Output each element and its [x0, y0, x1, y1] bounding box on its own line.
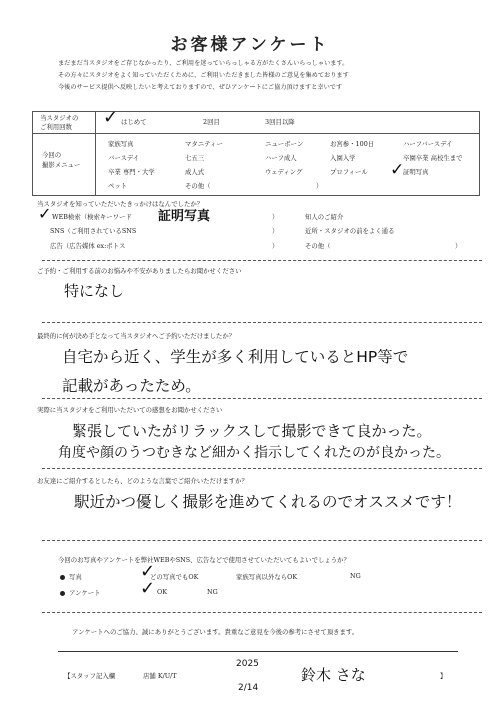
q1-option-ad[interactable]: 広告（広告媒体 ex:ポトス: [50, 242, 126, 250]
q1-option-referral[interactable]: 知人のご紹介: [305, 213, 344, 221]
q3-answer-line-1: 自宅から近く、学生が多く利用しているとHP等で: [62, 348, 409, 366]
q1-option-other[interactable]: その他（: [305, 242, 331, 250]
q1-web-close-paren: ）: [272, 213, 279, 221]
q3-answer-line-2: 記載があったため。: [62, 377, 201, 395]
q6-survey-label: [60, 588, 101, 597]
usage-checkmark-icon: ✓: [103, 107, 119, 128]
menu-label-1: 今回の: [42, 151, 62, 159]
menu-option-half-adult[interactable]: ハーフ成人: [265, 154, 297, 162]
q1-option-web[interactable]: WEB検索（検索キーワード: [52, 213, 132, 221]
q3-divider: [42, 398, 482, 399]
footer-divider: [58, 651, 458, 652]
menu-label-2: 撮影メニュー: [42, 161, 81, 169]
q4-question: 実際に当スタジオをご利用いただいての感想をお聞かせください: [37, 406, 223, 414]
q6-question: 今回のお写真やアンケートを弊社WEBやSNS、広告などで使用させていただいてもよいでしょうか？: [58, 556, 350, 564]
q1-ad-close-paren: ）: [272, 242, 279, 250]
q2-divider: [42, 322, 482, 323]
bullet-icon: [60, 591, 65, 596]
q6-photo-label-text: 写真: [69, 573, 82, 581]
thanks-message: アンケートへのご協力、誠にありがとうございます。貴重なご意見を今後の参考にさせて頂きます。: [72, 628, 359, 636]
q4-answer-line-1: 緊張していたがリラックスして撮影できて良かった。: [72, 422, 432, 440]
intro-line-1: まだまだ当スタジオをご存じなかったり、ご利用を迷っていらっしゃる方がたくさんいらっしゃいます。: [58, 60, 349, 67]
q2-question: ご予約・ご利用する前のお悩みや不安がありましたらお聞かせください: [37, 267, 242, 275]
menu-option-entrance[interactable]: 入園入学: [330, 154, 356, 162]
menu-option-graduation-univ[interactable]: 卒業 専門・大学: [108, 168, 155, 176]
q6-photo-checkmark-icon: ✓: [140, 561, 156, 582]
bullet-icon: [60, 575, 65, 580]
q1-keyword-answer: 証明写真: [158, 209, 211, 224]
menu-option-graduation-hs[interactable]: 卒園卒業 高校生まで: [403, 154, 463, 162]
menu-option-half-birthday[interactable]: ハーフバースデイ: [403, 140, 453, 148]
usage-option-first[interactable]: はじめて: [121, 118, 147, 126]
q3-question: 最終的に何が決め手となって当スタジオへご予約いただけましたか？: [37, 332, 236, 340]
menu-option-coming-of-age[interactable]: 成人式: [185, 168, 205, 176]
menu-other-close-paren: ）: [316, 182, 323, 190]
menu-option-profile[interactable]: プロフィール: [330, 168, 368, 176]
staff-date-day: 2/14: [238, 683, 259, 693]
staff-date-year: 2025: [236, 659, 259, 669]
q6-photo-option-any[interactable]: どの写真でもOK: [150, 573, 199, 581]
menu-option-omiyamairi[interactable]: お宮参・100日: [330, 140, 375, 148]
q1-option-sns[interactable]: SNS（ご利用されているSNS: [50, 227, 137, 235]
staff-store: 店舗 K/U/T: [143, 672, 177, 680]
q5-divider: [42, 540, 482, 541]
usage-label-2: ご利用回数: [40, 123, 72, 131]
staff-close-bracket: 】: [440, 672, 447, 680]
menu-option-maternity[interactable]: マタニティー: [185, 140, 223, 148]
q1-other-close-paren: ）: [455, 242, 462, 250]
menu-option-other[interactable]: その他（: [185, 182, 211, 190]
menu-option-id-photo[interactable]: 証明写真: [403, 168, 429, 176]
q5-answer: 駅近かつ優しく撮影を進めてくれるのでオススメです！: [74, 493, 462, 511]
q1-divider: [42, 260, 482, 261]
q4-answer-line-2: 角度や顔のうつむきなど細かく指示してくれたのが良かった。: [58, 445, 450, 461]
table-vertical-divider: [95, 111, 96, 195]
q6-photo-label: [60, 572, 82, 581]
q1-sns-close-paren: ）: [272, 227, 279, 235]
usage-option-third[interactable]: 3回目以降: [265, 118, 295, 126]
menu-option-newborn[interactable]: ニューボーン: [265, 140, 304, 148]
page-title: お客様アンケート: [170, 35, 330, 55]
q4-divider: [42, 468, 482, 469]
intro-line-3: 今後のサービス提供へ反映したいと考えておりますので、ぜひアンケートにご協力頂けますと幸いです: [58, 84, 343, 91]
table-divider: [32, 133, 479, 134]
menu-option-wedding[interactable]: ウェディング: [265, 168, 303, 176]
q6-divider: [42, 612, 482, 613]
q5-question: お友達にご紹介するとしたら、どのような言葉でご紹介いただけますか？: [37, 477, 248, 485]
intro-line-2: その方々にスタジオをよく知っていただくために、ご利用いただきました皆様のご意見を集めております: [58, 72, 349, 79]
q1-checkmark-icon: ✓: [38, 204, 52, 223]
q1-question: 当スタジオを知っていただいたきっかけはなんでしたか？: [37, 200, 204, 208]
menu-option-family[interactable]: 家族写真: [108, 140, 134, 148]
q6-photo-option-nonfamily[interactable]: 家族写真以外ならOK: [236, 573, 298, 581]
usage-label-1: 当スタジオの: [40, 114, 79, 122]
menu-option-pet[interactable]: ペット: [108, 182, 128, 190]
q6-photo-option-ng[interactable]: NG: [350, 572, 361, 580]
menu-option-birthday[interactable]: バースデイ: [108, 154, 140, 162]
q6-survey-label-text: アンケート: [69, 589, 101, 597]
staff-name: 鈴木 さな: [301, 666, 366, 684]
q6-survey-option-ng[interactable]: NG: [207, 588, 218, 596]
menu-option-shichigosan[interactable]: 七五三: [185, 154, 205, 162]
staff-label: 【スタッフ記入欄: [64, 672, 116, 680]
menu-checkmark-icon: ✓: [390, 160, 405, 180]
q2-answer: 特になし: [64, 282, 125, 300]
usage-option-second[interactable]: 2回目: [203, 118, 220, 126]
q6-survey-option-ok[interactable]: OK: [157, 588, 168, 596]
q6-survey-checkmark-icon: ✓: [140, 578, 156, 599]
q1-option-nearby[interactable]: 近所・スタジオの前をよく通る: [305, 227, 395, 235]
